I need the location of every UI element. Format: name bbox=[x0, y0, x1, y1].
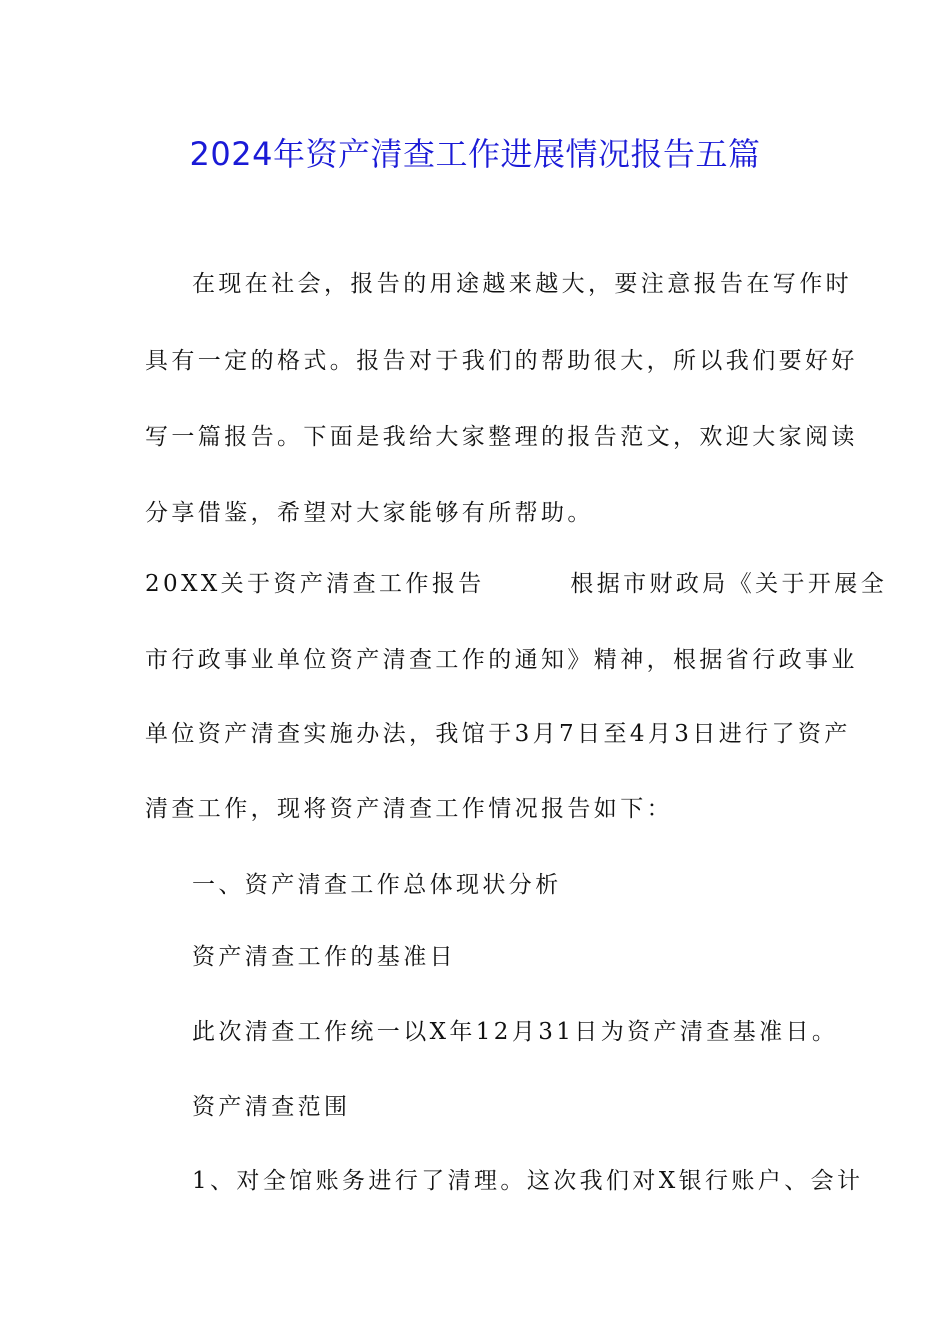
paragraph-line: 市行政事业单位资产清查工作的通知》精神，根据省行政事业 bbox=[145, 647, 858, 673]
paragraph-line: 20XX关于资产清查工作报告 根据市财政局《关于开展全 bbox=[145, 571, 888, 597]
paragraph-line: 在现在社会，报告的用途越来越大，要注意报告在写作时 bbox=[192, 271, 852, 297]
subsection-heading: 资产清查工作的基准日 bbox=[192, 944, 456, 970]
paragraph-line: 1、对全馆账务进行了清理。这次我们对X银行账户、会计 bbox=[192, 1168, 864, 1194]
paragraph-line: 单位资产清查实施办法，我馆于3月7日至4月3日进行了资产 bbox=[145, 721, 851, 747]
subsection-heading: 资产清查范围 bbox=[192, 1094, 351, 1120]
section-heading: 一、资产清查工作总体现状分析 bbox=[192, 872, 562, 898]
paragraph-line: 具有一定的格式。报告对于我们的帮助很大，所以我们要好好 bbox=[145, 348, 858, 374]
paragraph-line: 清查工作，现将资产清查工作情况报告如下： bbox=[145, 796, 673, 822]
paragraph-line: 分享借鉴，希望对大家能够有所帮助。 bbox=[145, 500, 594, 526]
paragraph-line: 此次清查工作统一以X年12月31日为资产清查基准日。 bbox=[192, 1019, 839, 1045]
document-title: 2024年资产清查工作进展情况报告五篇 bbox=[189, 135, 761, 173]
paragraph-line: 写一篇报告。下面是我给大家整理的报告范文，欢迎大家阅读 bbox=[145, 424, 858, 450]
